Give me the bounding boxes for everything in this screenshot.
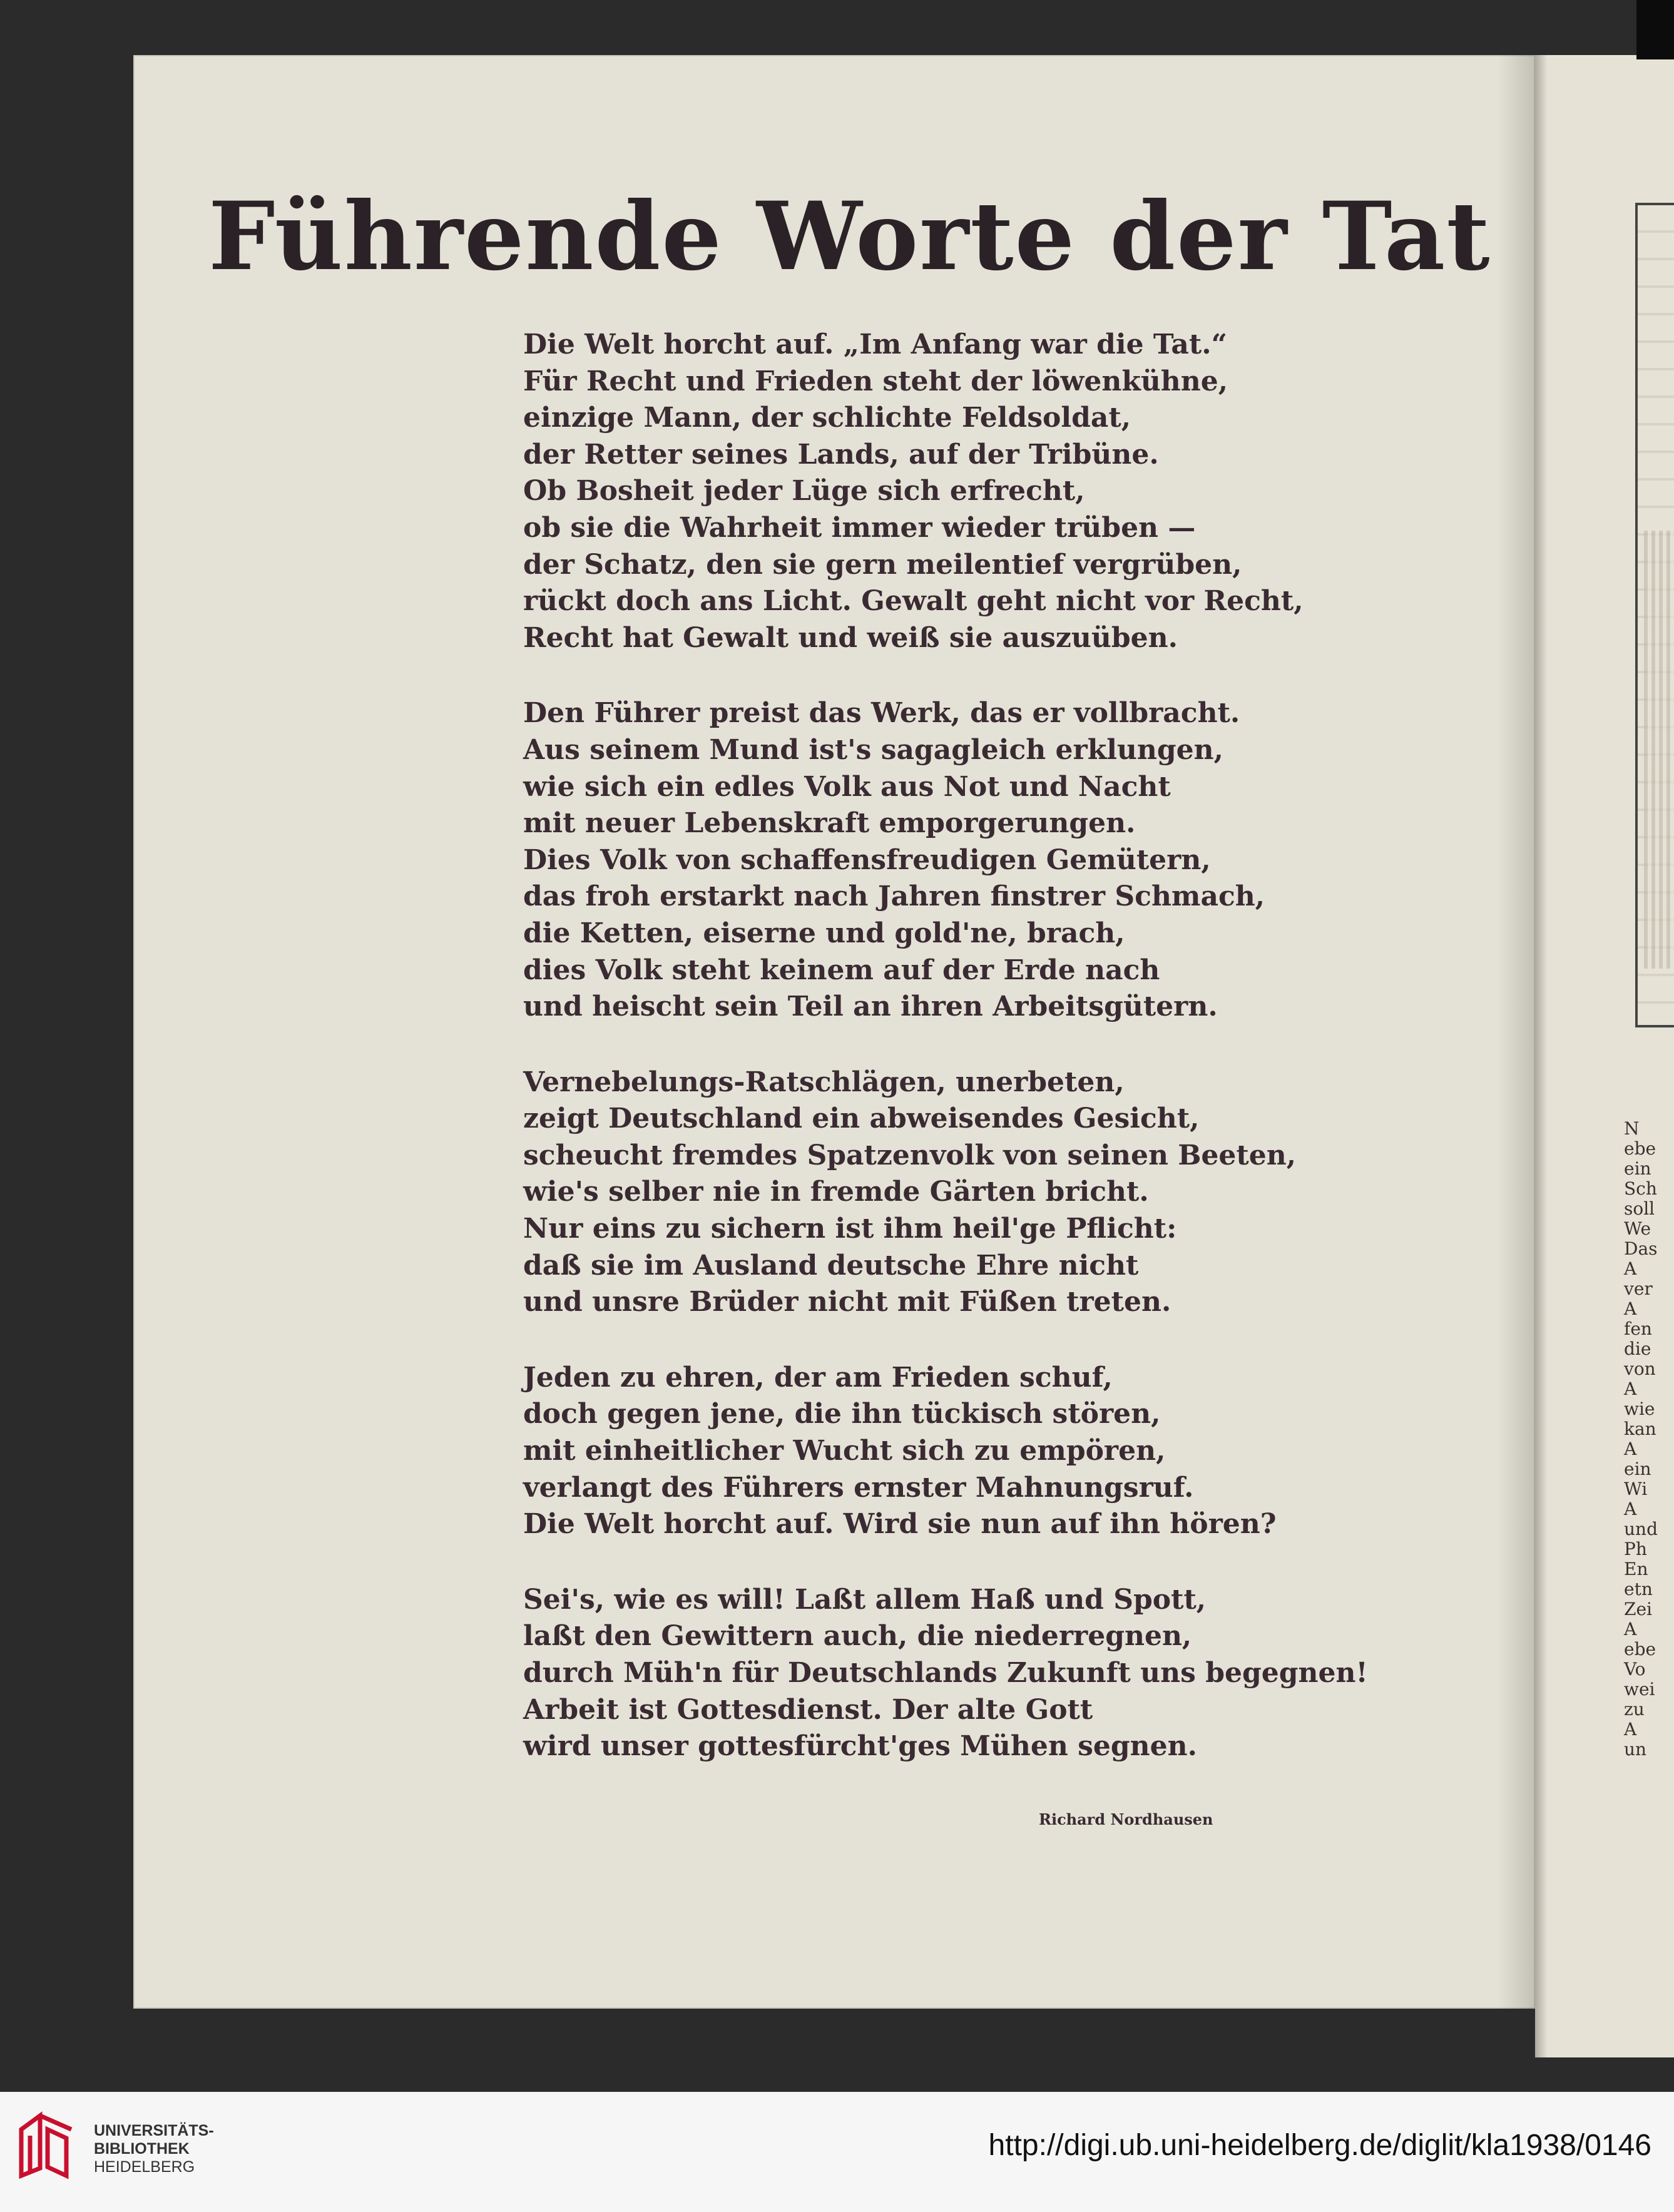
text-fragment: Wi	[1624, 1479, 1648, 1499]
text-fragment: ebe	[1624, 1138, 1656, 1159]
poem-line: mit einheitlicher Wucht sich zu empören,	[523, 1435, 1166, 1467]
text-fragment: und	[1624, 1519, 1658, 1539]
poem-line: und unsre Brüder nicht mit Füßen treten.	[523, 1286, 1171, 1318]
text-fragment: wie	[1624, 1399, 1655, 1419]
text-fragment: zu	[1624, 1699, 1645, 1720]
text-fragment: ein	[1624, 1459, 1651, 1479]
text-fragment: N	[1624, 1118, 1640, 1139]
stanza-5	[523, 1582, 1368, 1765]
text-fragment: die	[1624, 1338, 1651, 1359]
poem-line: Ob Bosheit jeder Lüge sich erfrecht,	[523, 475, 1085, 507]
poem-line: Dies Volk von schaffensfreudigen Gemütern,	[523, 844, 1211, 876]
text-fragment: ebe	[1624, 1639, 1656, 1659]
poem-line: der Retter seines Lands, auf der Tribüne.	[523, 438, 1159, 471]
text-fragment: fen	[1624, 1318, 1652, 1339]
library-name-line-3: HEIDELBERG	[94, 2158, 195, 2176]
poem-line: Die Welt horcht auf. „Im Anfang war die Tat.“	[523, 329, 1227, 360]
poem-line: einzige Mann, der schlichte Feldsoldat,	[523, 402, 1131, 434]
poem-line: daß sie im Ausland deutsche Ehre nicht	[523, 1249, 1139, 1282]
document-url-link[interactable]: http://digi.ub.uni-heidelberg.de/diglit/kla1938/0146	[988, 2129, 1651, 2162]
poem-title: Führende Worte der Tat	[208, 181, 1491, 292]
stanza-2	[523, 695, 1265, 1025]
text-fragment: Sch	[1624, 1178, 1657, 1199]
stanza-3	[523, 1064, 1297, 1321]
stanza-1	[523, 327, 1304, 656]
poem-line: Die Welt horcht auf. Wird sie nun auf ihn hören?	[523, 1508, 1277, 1541]
text-fragment: A	[1624, 1619, 1637, 1639]
library-name[interactable]	[94, 2122, 214, 2176]
poem-line: Recht hat Gewalt und weiß sie auszuüben.	[523, 621, 1178, 654]
poem-line: doch gegen jene, die ihn tückisch stören,	[523, 1398, 1161, 1430]
poem-line: der Schatz, den sie gern meilentief vergrüben,	[523, 548, 1242, 581]
poem-line: wie sich ein edles Volk aus Not und Nacht	[523, 770, 1171, 803]
text-fragment: A	[1624, 1258, 1637, 1279]
text-fragment: We	[1624, 1218, 1651, 1239]
text-fragment: Ph	[1624, 1539, 1647, 1559]
poem-line: wie's selber nie in fremde Gärten bricht.	[523, 1176, 1149, 1208]
poem-line: ob sie die Wahrheit immer wieder trüben —	[523, 511, 1196, 544]
poem-line: laßt den Gewittern auch, die niederregnen,	[523, 1620, 1192, 1653]
right-page	[1535, 55, 1674, 2057]
library-name-line-1: UNIVERSITÄTS-	[94, 2122, 214, 2139]
text-fragment: soll	[1624, 1198, 1655, 1219]
poem-line: Aus seinem Mund ist's sagagleich erklungen,	[523, 733, 1223, 766]
text-fragment: A	[1624, 1719, 1637, 1740]
poem-line: Für Recht und Frieden steht der löwenkühne,	[523, 365, 1228, 397]
scan-background-corner	[1636, 0, 1674, 59]
poem-line: dies Volk steht keinem auf der Erde nach	[523, 954, 1160, 986]
poem-line: rückt doch ans Licht. Gewalt geht nicht vor Recht,	[523, 585, 1304, 618]
poem-line: durch Müh'n für Deutschlands Zukunft uns begegnen!	[523, 1657, 1368, 1689]
text-fragment: A	[1624, 1499, 1637, 1519]
poem-line: verlangt des Führers ernster Mahnungsruf.	[523, 1471, 1194, 1504]
text-fragment: un	[1624, 1739, 1647, 1760]
text-fragment: Vo	[1624, 1659, 1646, 1679]
poem-line: wird unser gottesfürcht'ges Mühen segnen.	[523, 1730, 1197, 1763]
poem-line: Jeden zu ehren, der am Frieden schuf,	[523, 1361, 1113, 1394]
poem-line: mit neuer Lebenskraft emporgerungen.	[523, 807, 1136, 840]
text-fragment: etn	[1624, 1579, 1653, 1599]
poem-line: Vernebelungs-Ratschlägen, unerbeten,	[523, 1066, 1125, 1098]
stanza-4	[523, 1360, 1277, 1543]
footer-bar	[0, 2092, 1674, 2212]
poem-line: Den Führer preist das Werk, das er vollbracht.	[523, 697, 1240, 730]
poem-line: scheucht fremdes Spatzenvolk von seinen Beeten,	[523, 1139, 1297, 1171]
text-fragment: En	[1624, 1559, 1648, 1579]
poem-line: und heischt sein Teil an ihren Arbeitsgütern.	[523, 991, 1218, 1023]
poem-line: zeigt Deutschland ein abweisendes Gesicht,	[523, 1103, 1200, 1135]
text-fragment: ver	[1624, 1278, 1653, 1299]
university-library-logo-icon[interactable]	[16, 2111, 76, 2179]
poem-line: das froh erstarkt nach Jahren finstrer Schmach,	[523, 880, 1265, 913]
illustration-fragment	[1635, 203, 1674, 1027]
poem-line: Nur eins zu sichern ist ihm heil'ge Pflicht:	[523, 1213, 1177, 1245]
text-fragment: wei	[1624, 1679, 1655, 1700]
right-page-text-fragments	[1624, 1119, 1674, 1760]
poem-author: Richard Nordhausen	[1039, 1810, 1213, 1828]
text-fragment: A	[1624, 1379, 1637, 1399]
poem-line: Arbeit ist Gottesdienst. Der alte Gott	[523, 1693, 1093, 1726]
poem-body	[523, 327, 1368, 1804]
text-fragment: ein	[1624, 1158, 1651, 1179]
poem-line: die Ketten, eiserne und gold'ne, brach,	[523, 917, 1125, 949]
text-fragment: A	[1624, 1439, 1637, 1459]
text-fragment: von	[1624, 1358, 1656, 1379]
poem-line: Sei's, wie es will! Laßt allem Haß und Spott,	[523, 1583, 1207, 1616]
text-fragment: A	[1624, 1298, 1637, 1319]
text-fragment: Zei	[1624, 1599, 1652, 1619]
library-name-line-2: BIBLIOTHEK	[94, 2140, 190, 2158]
text-fragment: kan	[1624, 1419, 1656, 1439]
text-fragment: Das	[1624, 1238, 1658, 1259]
